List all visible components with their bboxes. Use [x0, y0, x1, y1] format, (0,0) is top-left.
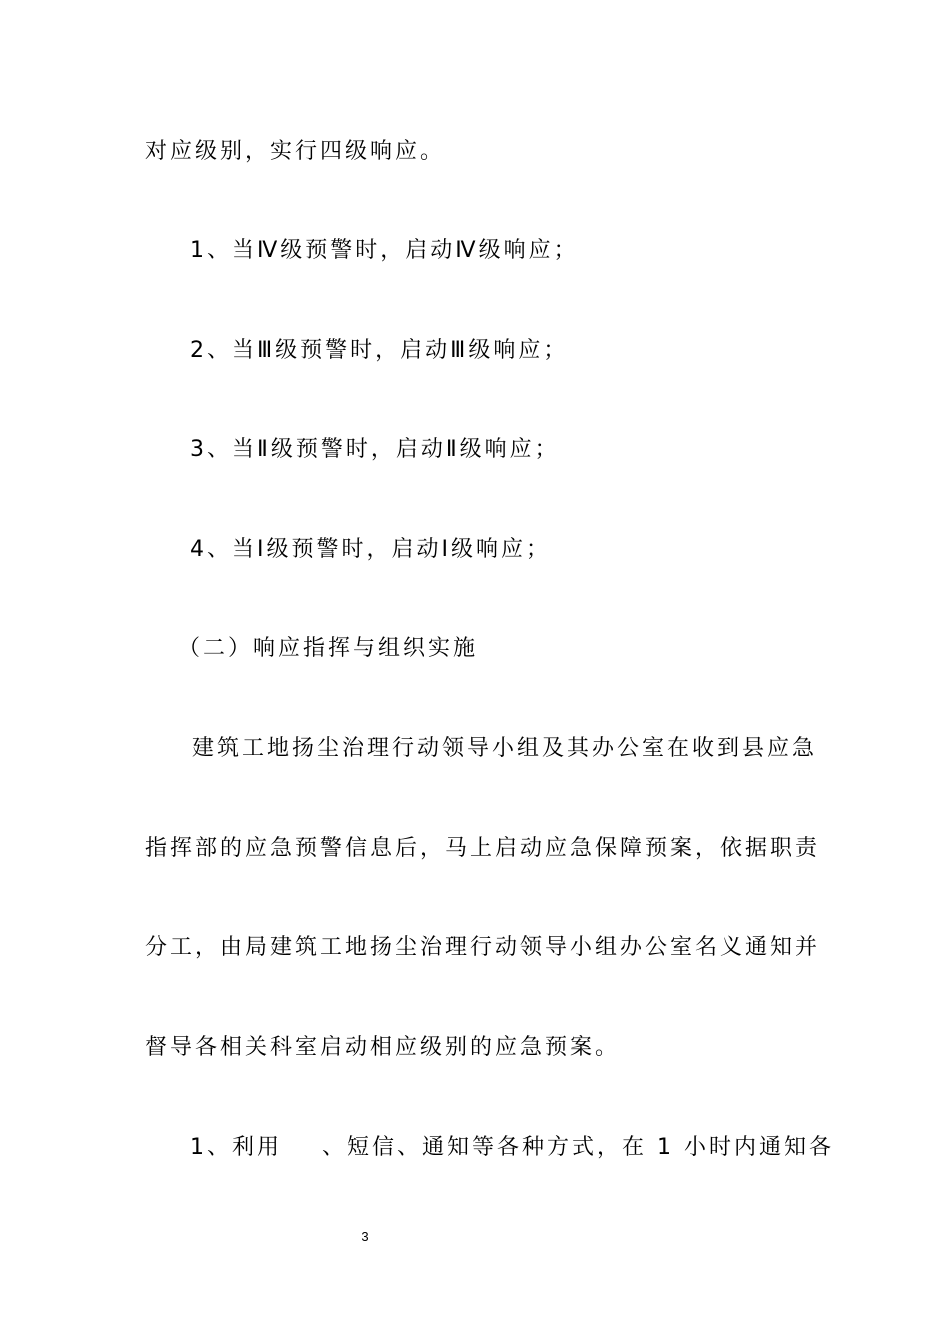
paragraph-line-4: 督导各相关科室启动相应级别的应急预案。	[145, 1035, 621, 1060]
text-line-1: 对应级别，实行四级响应。	[145, 139, 446, 164]
paragraph-line-5: 1、利用 、短信、通知等各种方式，在 1 小时内通知各	[190, 1135, 834, 1160]
list-item-1: 1、当Ⅳ级预警时，启动Ⅳ级响应；	[190, 238, 579, 263]
paragraph-line-2: 指挥部的应急预警信息后，马上启动应急保障预案，依据职责	[145, 836, 821, 861]
section-heading: （二）响应指挥与组织实施	[178, 636, 479, 661]
list-item-3: 3、当Ⅱ级预警时，启动Ⅱ级响应；	[190, 437, 560, 462]
paragraph-line-1: 建筑工地扬尘治理行动领导小组及其办公室在收到县应急	[192, 736, 818, 761]
list-item-2: 2、当Ⅲ级预警时，启动Ⅲ级响应；	[190, 338, 569, 363]
page-number: 3	[361, 1229, 369, 1244]
paragraph-line-3: 分工，由局建筑工地扬尘治理行动领导小组办公室名义通知并	[145, 935, 821, 960]
list-item-4: 4、当Ⅰ级预警时，启动Ⅰ级响应；	[190, 537, 551, 562]
